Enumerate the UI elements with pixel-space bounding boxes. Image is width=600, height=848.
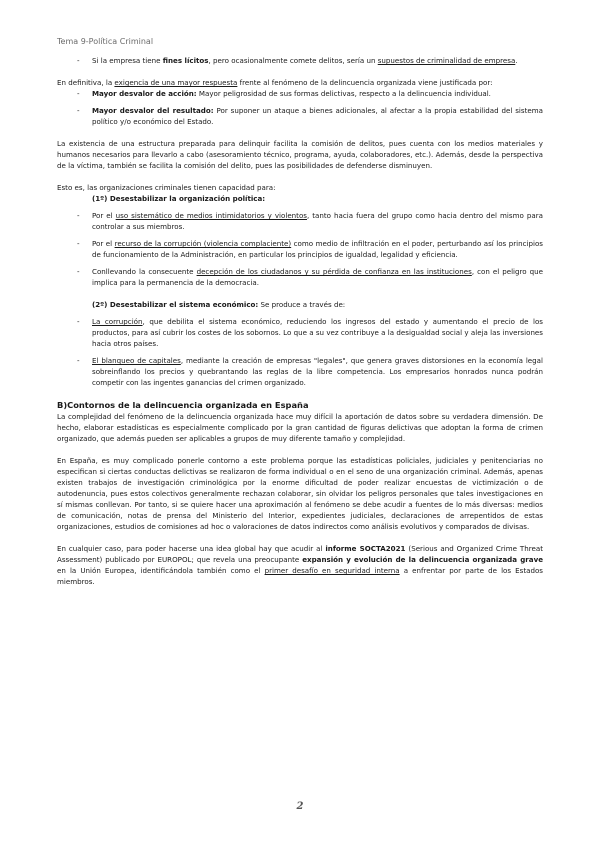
list-item: - Por el uso sistemático de medios intimidatorios y violentos, tanto hacia fuera del grupo como hacia dentro del mismo para controlar a sus miembros.: [77, 211, 543, 231]
page-header: Tema 9-Política Criminal: [57, 37, 154, 46]
section-heading: B)Contornos de la delincuencia organizada en España: [57, 400, 309, 410]
paragraph: La existencia de una estructura preparada para delinquir facilita la comisión de delitos, pues cuenta con los medios materiales y humanos necesarios para llevarlo a cabo (asesoramiento técnico, programa, ayuda, colaboradores, etc.). Además, desde la perspectiva de la víctima, también se facilita la comisión del delito, pues las posibilidades de defenderse disminuyen.: [57, 139, 543, 170]
document-body: [57, 55, 543, 587]
list-item: - Por el recurso de la corrupción (violencia complaciente) como medio de infiltración en el poder, perturbando así los principios de funcionamiento de la Administración, en particular los principios de igualdad, legalidad y eficiencia.: [77, 239, 543, 259]
paragraph: En cualquier caso, para poder hacerse una idea global hay que acudir al informe SOCTA2021 (Serious and Organized Crime Threat Assessment) publicado por EUROPOL; que revela una preocupante expansión y evolución de la delincuencia organizada grave en la Unión Europea, identificándola también como el primer desafío en seguridad interna a enfrentar por parte de los Estados miembros.: [57, 544, 544, 586]
paragraph: En España, es muy complicado ponerle contorno a este problema porque las estadísticas policiales, judiciales y penitenciarias no especifican si ciertas conductas delictivas se realizaron de forma individual o en el seno de una organización criminal. Además, apenas existen trabajos de investigación criminológica por la enorme dificultad de poder realizar encuestas de victimización o de autodenuncia, pues estos colectivos generalmente rechazan colaborar, sin olvidar los peligros personales que tales investigaciones en sí mismas conllevan. Por tanto, si se quiere hacer una aproximación al fenómeno se debe acudir a fuentes de lo más diversas: medios de comunicación, notas de prensa del Ministerio del Interior, expedientes judiciales, declaraciones de arrepentidos de estas organizaciones, estudios de comisiones ad hoc o valoraciones de datos indirectos como análisis evolutivos y comparados de divisas.: [57, 456, 543, 531]
list-item: - Mayor desvalor de acción: Mayor peligrosidad de sus formas delictivas, respecto a la delincuencia individual.: [77, 89, 491, 98]
paragraph: La complejidad del fenómeno de la delincuencia organizada hace muy difícil la aportación de datos sobre su verdadera dimensión. De hecho, elaborar estadísticas es especialmente complicado por la gran cantidad de figuras delictivas que adoptan la forma de crimen organizado, que además pueden ser aplicables a grupos de muy diferente tamaño y complejidad.: [57, 412, 543, 443]
paragraph: En definitiva, la exigencia de una mayor respuesta frente al fenómeno de la delincuencia organizada viene justificada por:: [57, 78, 493, 87]
list-item: - Conllevando la consecuente decepción de los ciudadanos y su pérdida de confianza en las instituciones, con el peligro que implica para la permanencia de la democracia.: [77, 267, 543, 287]
list-item: - Mayor desvalor del resultado: Por suponer un ataque a bienes adicionales, al afectar a la propia estabilidad del sistema político y/o económico del Estado.: [77, 106, 543, 126]
list-item: - El blanqueo de capitales, mediante la creación de empresas "legales", que genera graves distorsiones en la economía legal sobreinflando los precios y quebrantando las reglas de la libre competencia. Los empresarios honrados nunca podrán competir con las ingentes ganancias del crimen organizado.: [77, 356, 543, 387]
subheading: (2º) Desestabilizar el sistema económico: Se produce a través de:: [92, 300, 346, 309]
list-item: - Si la empresa tiene fines lícitos, pero ocasionalmente comete delitos, sería un supuestos de criminalidad de empresa.: [77, 56, 518, 65]
paragraph: Esto es, las organizaciones criminales tienen capacidad para:: [57, 183, 276, 192]
subheading: (1º) Desestabilizar la organización política:: [92, 194, 266, 203]
list-item: - La corrupción, que debilita el sistema económico, reduciendo los ingresos del estado y aumentando el precio de los productos, para así cubrir los costes de los sobornos. Lo que a su vez contribuye a la desigualdad social y aleja las inversiones hacia otros países.: [77, 317, 543, 348]
page-number: 2: [296, 801, 304, 812]
